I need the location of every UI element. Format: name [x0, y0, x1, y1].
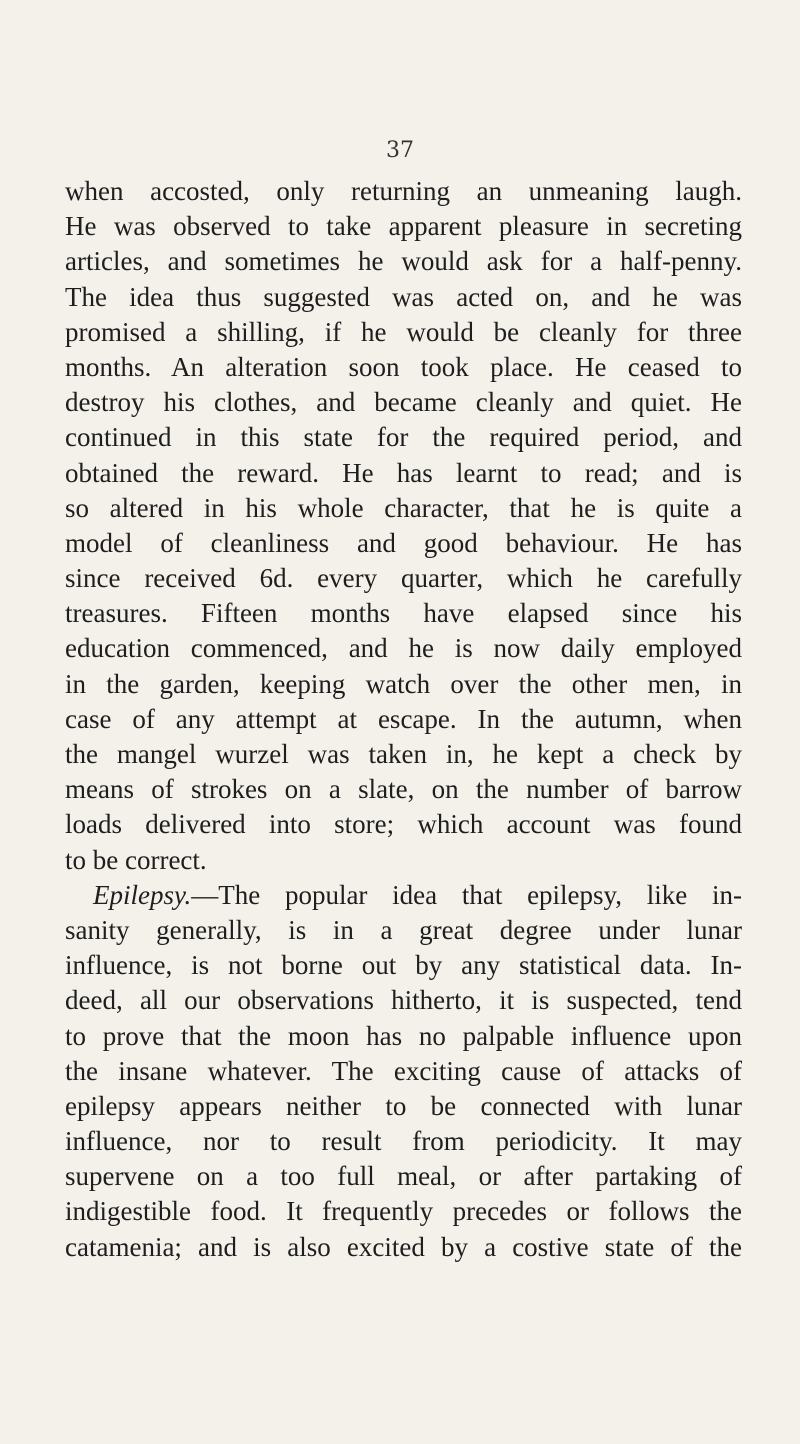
text-line: loads delivered into store; which account was found: [65, 809, 742, 840]
section-heading: Epilepsy.: [93, 879, 192, 910]
text-line: promised a shilling, if he would be cleanly for three: [65, 316, 742, 347]
text-line: to be correct.: [65, 844, 207, 875]
text-line: when accosted, only returning an unmeaning laugh.: [65, 176, 742, 206]
text-line: sanity generally, is in a great degree under lunar: [65, 914, 742, 945]
text-line: the mangel wurzel was taken in, he kept a check by: [65, 739, 742, 769]
text-line: months. An alteration soon took place. He ceased to: [65, 351, 742, 382]
text-line: the insane whatever. The exciting cause of attacks of: [65, 1055, 742, 1086]
text-line: so altered in his whole character, that he is quite a: [65, 492, 742, 523]
text-line: indigestible food. It frequently precedes or follows the: [65, 1196, 742, 1227]
text-line: The idea thus suggested was acted on, and he was: [65, 281, 742, 312]
text-line: epilepsy appears neither to be connected with lunar: [65, 1090, 742, 1121]
text-line: since received 6d. every quarter, which he carefully: [65, 563, 742, 594]
text-line: obtained the reward. He has learnt to read; and is: [65, 457, 742, 488]
text-line: treasures. Fifteen months have elapsed since his: [65, 598, 742, 629]
section-start-line: [65, 878, 742, 913]
text-line: deed, all our observations hitherto, it is suspected, tend: [65, 985, 742, 1016]
body-text: [65, 174, 742, 1265]
text-line: to prove that the moon has no palpable influence upon: [65, 1020, 742, 1051]
text-line: education commenced, and he is now daily employed: [65, 633, 742, 664]
text-line: case of any attempt at escape. In the autumn, when: [65, 703, 742, 734]
section-start-text: —The popular idea that epilepsy, like in-: [191, 879, 742, 910]
text-line: model of cleanliness and good behaviour. He has: [65, 527, 742, 558]
text-line: He was observed to take apparent pleasure in secreting: [65, 211, 742, 242]
text-line: catamenia; and is also excited by a costive state of the: [65, 1231, 742, 1262]
text-line: influence, nor to result from periodicity. It may: [65, 1126, 742, 1157]
text-line: supervene on a too full meal, or after partaking of: [65, 1161, 742, 1192]
text-line: in the garden, keeping watch over the other men, in: [65, 668, 742, 699]
text-line: means of strokes on a slate, on the number of barrow: [65, 774, 742, 805]
text-line: articles, and sometimes he would ask for a half-penny.: [65, 246, 742, 277]
text-line: destroy his clothes, and became cleanly and quiet. He: [65, 387, 742, 418]
text-line: influence, is not borne out by any statistical data. In-: [65, 950, 742, 981]
page-number: 37: [386, 138, 414, 163]
text-line: continued in this state for the required period, and: [65, 422, 742, 453]
